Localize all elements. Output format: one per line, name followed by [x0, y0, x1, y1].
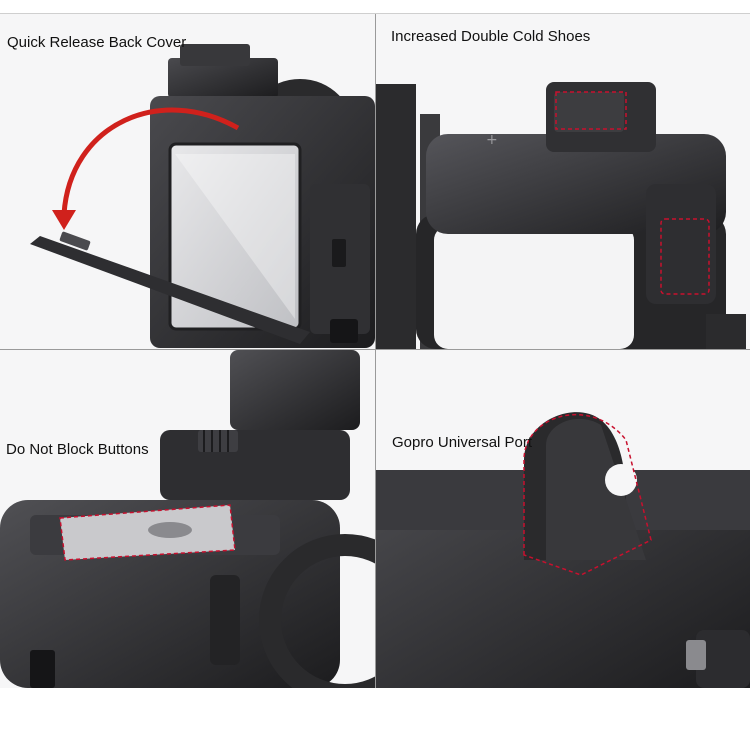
svg-text:+: + [486, 132, 498, 148]
panel-quick-release-back-cover [0, 14, 375, 349]
panel-do-not-block-buttons [0, 350, 375, 688]
panel-caption: Do Not Block Buttons [6, 441, 149, 458]
panel-gopro-universal-port [376, 350, 750, 688]
button-access-closeup-photo [0, 350, 375, 688]
panel-caption: Increased Double Cold Shoes [391, 28, 591, 45]
horizontal-divider [0, 349, 750, 350]
panel-caption: Gopro Universal Port [392, 434, 533, 451]
cold-shoe-closeup-photo [376, 14, 750, 349]
gopro-mount-closeup-photo [376, 350, 750, 688]
camera-cage-back-cover-photo [0, 14, 375, 349]
panel-double-cold-shoes [376, 14, 750, 349]
vertical-divider [375, 14, 376, 688]
panel-caption: Quick Release Back Cover [7, 34, 187, 51]
